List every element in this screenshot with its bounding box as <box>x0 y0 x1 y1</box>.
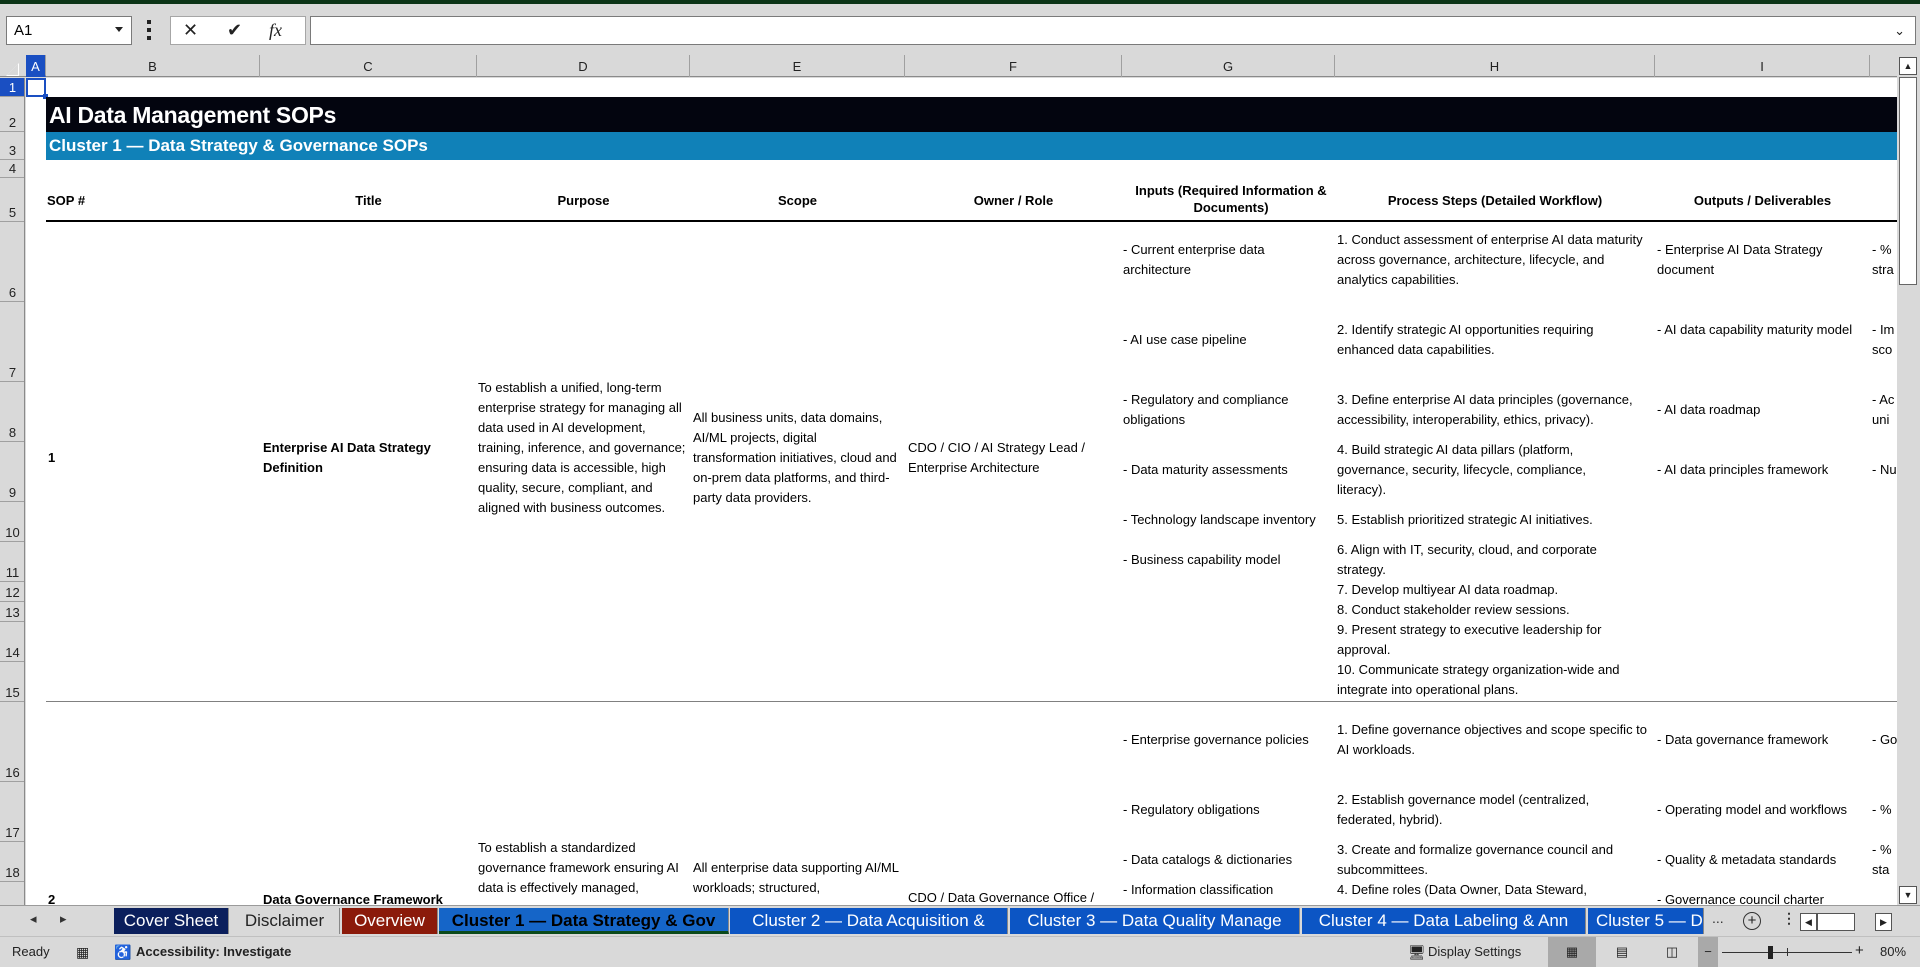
page-layout-view-button[interactable]: ▤ <box>1615 944 1629 959</box>
scroll-up-icon[interactable]: ▲ <box>1899 57 1917 75</box>
add-sheet-icon[interactable]: + <box>1743 912 1761 930</box>
tab-disclaimer[interactable]: Disclaimer <box>230 908 340 934</box>
sop2-step: 1. Define governance objectives and scope specific to AI workloads. <box>1337 722 1648 757</box>
row-header-3[interactable]: 3 <box>0 132 25 160</box>
header-title: Title <box>355 193 382 208</box>
page-break-view-button[interactable]: ◫ <box>1665 944 1679 959</box>
sop2-output: - Data governance framework <box>1657 732 1829 747</box>
header-scope: Scope <box>777 193 817 208</box>
sop1-metric-partial: - Nu <box>1872 462 1897 477</box>
normal-view-button[interactable]: ▦ <box>1548 937 1596 967</box>
column-headers <box>0 55 1897 77</box>
name-box[interactable] <box>6 16 132 45</box>
column-header-e[interactable]: E <box>690 55 905 77</box>
sop2-input: - Enterprise governance policies <box>1123 732 1309 747</box>
sop1-purpose: To establish a unified, long-term enterprise strategy for managing all data used in AI development, training, inference, and governance; ensuring data is accessible, high quality, secure, compliant, and aligned with business outcomes. <box>478 380 686 515</box>
zoom-slider-midmark <box>1787 948 1788 956</box>
column-header-h[interactable]: H <box>1335 55 1655 77</box>
name-box-value: A1 <box>14 22 33 39</box>
tab-cover-sheet[interactable]: Cover Sheet <box>114 908 229 934</box>
row-headers <box>0 78 25 905</box>
sop1-step: 5. Establish prioritized strategic AI initiatives. <box>1337 512 1593 527</box>
more-options-icon[interactable] <box>146 20 152 44</box>
sop2-step: 3. Create and formalize governance council and subcommittees. <box>1337 842 1614 877</box>
header-sop-number: SOP # <box>47 193 86 208</box>
sop1-output: - AI data capability maturity model <box>1657 322 1853 337</box>
row-header-9[interactable]: 9 <box>0 442 25 502</box>
spreadsheet-grid[interactable] <box>26 78 1897 905</box>
scroll-thumb[interactable] <box>1899 77 1917 285</box>
row-header-5[interactable]: 5 <box>0 178 25 222</box>
formula-buttons <box>170 16 306 45</box>
row-header-14[interactable]: 14 <box>0 622 25 662</box>
row-header-6[interactable]: 6 <box>0 222 25 302</box>
hscroll-left-icon[interactable]: ◀ <box>1800 913 1817 931</box>
sop1-step: 10. Communicate strategy organization-wide and integrate into operational plans. <box>1337 662 1620 697</box>
column-header-d[interactable]: D <box>477 55 690 77</box>
sop2-step: 2. Establish governance model (centralized, federated, hybrid). <box>1337 792 1590 827</box>
row-header-16[interactable]: 16 <box>0 702 25 782</box>
macro-record-icon[interactable]: ▦ <box>76 944 90 960</box>
sop2-number: 2 <box>48 892 56 905</box>
sop1-step: 4. Build strategic AI data pillars (platform, governance, security, lifecycle, compliance, literacy). <box>1337 442 1587 497</box>
sop1-title: Enterprise AI Data Strategy Definition <box>263 440 431 475</box>
more-tabs-button[interactable]: ... <box>1712 910 1724 926</box>
column-header-g[interactable]: G <box>1122 55 1335 77</box>
sop2-metric-partial: - % <box>1872 802 1892 817</box>
header-divider <box>46 220 1897 222</box>
accessibility-status[interactable]: Accessibility: Investigate <box>136 944 292 959</box>
column-header-i[interactable]: I <box>1655 55 1870 77</box>
sop1-metric-partial: - % stra <box>1872 242 1894 277</box>
sop1-input: - Business capability model <box>1123 552 1281 567</box>
row-header-8[interactable]: 8 <box>0 382 25 442</box>
column-header-a[interactable]: A <box>26 55 46 77</box>
header-owner: Owner / Role <box>973 193 1054 208</box>
sop2-step: 4. Define roles (Data Owner, Data Steward, <box>1337 882 1588 897</box>
sheet-tab-bar <box>0 905 1920 936</box>
header-outputs: Outputs / Deliverables <box>1693 193 1832 208</box>
column-header-c[interactable]: C <box>260 55 477 77</box>
sop1-output: - AI data roadmap <box>1657 402 1761 417</box>
formula-input[interactable] <box>310 16 1916 45</box>
sop2-scope: All enterprise data supporting AI/ML workloads; structured, <box>693 860 899 895</box>
check-icon[interactable]: ✔ <box>227 20 243 40</box>
vertical-scrollbar[interactable] <box>1897 55 1920 905</box>
sop1-input: - Regulatory and compliance obligations <box>1123 392 1289 427</box>
row-header-17[interactable]: 17 <box>0 782 25 842</box>
header-inputs: Inputs (Required Information & Documents) <box>1135 183 1327 215</box>
active-cell-a1[interactable] <box>26 78 46 97</box>
row-divider <box>46 701 1897 702</box>
tab-cluster-5[interactable]: Cluster 5 — D <box>1588 908 1704 934</box>
zoom-in-button[interactable]: + <box>1855 942 1864 959</box>
tab-options-icon[interactable]: ⋮ <box>1782 910 1796 926</box>
formula-bar <box>0 4 1920 54</box>
sop2-output: - Governance council charter <box>1657 892 1824 905</box>
row-header-10[interactable]: 10 <box>0 502 25 542</box>
function-icon[interactable]: fx <box>269 20 282 40</box>
cancel-icon[interactable]: ✕ <box>183 20 199 40</box>
zoom-slider-thumb[interactable] <box>1768 946 1773 959</box>
tab-cluster-2[interactable]: Cluster 2 — Data Acquisition & <box>730 908 1008 934</box>
sop1-output: - AI data principles framework <box>1657 462 1829 477</box>
sheet-title: AI Data Management SOPs <box>46 97 1897 132</box>
horizontal-scrollbar[interactable] <box>1817 913 1855 931</box>
tab-overview[interactable]: Overview <box>342 908 438 934</box>
sop2-output: - Operating model and workflows <box>1657 802 1848 817</box>
sop1-scope: All business units, data domains, AI/ML projects, digital transformation initiatives, cloud and on-prem data platforms, and third-party data providers. <box>693 410 897 505</box>
sop2-metric-partial: - % sta <box>1872 842 1892 877</box>
sop2-purpose: To establish a standardized governance framework ensuring AI data is effectively managed, <box>478 840 679 895</box>
sop1-input: - Current enterprise data architecture <box>1123 242 1265 277</box>
sop2-owner: CDO / Data Governance Office / <box>908 890 1095 905</box>
sop2-input: - Information classification <box>1123 882 1274 897</box>
header-process-steps: Process Steps (Detailed Workflow) <box>1387 193 1603 208</box>
zoom-level[interactable]: 80% <box>1880 944 1907 959</box>
sop1-input: - AI use case pipeline <box>1123 332 1247 347</box>
chevron-down-icon[interactable] <box>115 27 123 32</box>
sop1-step: 8. Conduct stakeholder review sessions. <box>1337 602 1570 617</box>
hscroll-right-icon[interactable]: ▶ <box>1875 913 1892 931</box>
sop1-step: 2. Identify strategic AI opportunities requiring enhanced data capabilities. <box>1337 322 1594 357</box>
row-header-1[interactable]: 1 <box>0 78 25 97</box>
row-header-4[interactable]: 4 <box>0 160 25 178</box>
tab-cluster-1[interactable]: Cluster 1 — Data Strategy & Gov <box>439 908 729 934</box>
sop1-owner: CDO / CIO / AI Strategy Lead / Enterprise Architecture <box>908 440 1086 475</box>
row-header-18[interactable]: 18 <box>0 842 25 882</box>
status-ready: Ready <box>12 944 50 959</box>
accessibility-icon[interactable]: ♿ <box>114 944 132 960</box>
sop2-input: - Data catalogs & dictionaries <box>1123 852 1293 867</box>
sop1-metric-partial: - Ac uni <box>1872 392 1895 427</box>
display-settings-button[interactable]: Display Settings <box>1428 944 1522 959</box>
select-all-corner[interactable] <box>6 63 19 76</box>
sop1-output: - Enterprise AI Data Strategy document <box>1657 242 1823 277</box>
sop1-step: 9. Present strategy to executive leadership for approval. <box>1337 622 1602 657</box>
zoom-out-button[interactable]: − <box>1698 937 1718 967</box>
expand-formula-icon[interactable]: ⌄ <box>1894 23 1905 38</box>
sop2-input: - Regulatory obligations <box>1123 802 1260 817</box>
sop2-title: Data Governance Framework <box>263 892 443 905</box>
header-purpose: Purpose <box>557 193 610 208</box>
display-settings-icon[interactable]: 🖥 <box>1408 944 1426 960</box>
sop1-metric-partial: - Im sco <box>1872 322 1895 357</box>
row-header-12[interactable]: 12 <box>0 582 25 602</box>
column-header-f[interactable]: F <box>905 55 1122 77</box>
sop2-output: - Quality & metadata standards <box>1657 852 1837 867</box>
row-header-15[interactable]: 15 <box>0 662 25 702</box>
sop1-input: - Technology landscape inventory <box>1123 512 1316 527</box>
row-header-11[interactable]: 11 <box>0 542 25 582</box>
cluster-subtitle: Cluster 1 — Data Strategy & Governance SOPs <box>46 132 1897 160</box>
tab-cluster-3[interactable]: Cluster 3 — Data Quality Manage <box>1010 908 1300 934</box>
row-header-2[interactable]: 2 <box>0 97 25 132</box>
column-header-b[interactable]: B <box>46 55 260 77</box>
sop1-step: 6. Align with IT, security, cloud, and corporate strategy. <box>1337 542 1597 577</box>
row-header-13[interactable]: 13 <box>0 602 25 622</box>
status-bar <box>0 936 1920 966</box>
sop1-number: 1 <box>48 450 56 465</box>
row-header-7[interactable]: 7 <box>0 302 25 382</box>
sop1-step: 3. Define enterprise AI data principles (governance, accessibility, interoperability, ethics, privacy). <box>1337 392 1633 427</box>
sop1-input: - Data maturity assessments <box>1123 462 1288 477</box>
sop1-step: 7. Develop multiyear AI data roadmap. <box>1337 582 1559 597</box>
tab-next-icon[interactable]: ▸ <box>60 911 67 926</box>
sop1-step: 1. Conduct assessment of enterprise AI data maturity across governance, architecture, lifecycle, and analytics capabilities. <box>1337 232 1643 287</box>
scroll-down-icon[interactable]: ▼ <box>1899 886 1917 904</box>
sop2-metric-partial: - Go <box>1872 732 1897 747</box>
tab-prev-icon[interactable]: ◂ <box>30 911 37 926</box>
tab-cluster-4[interactable]: Cluster 4 — Data Labeling & Ann <box>1302 908 1586 934</box>
